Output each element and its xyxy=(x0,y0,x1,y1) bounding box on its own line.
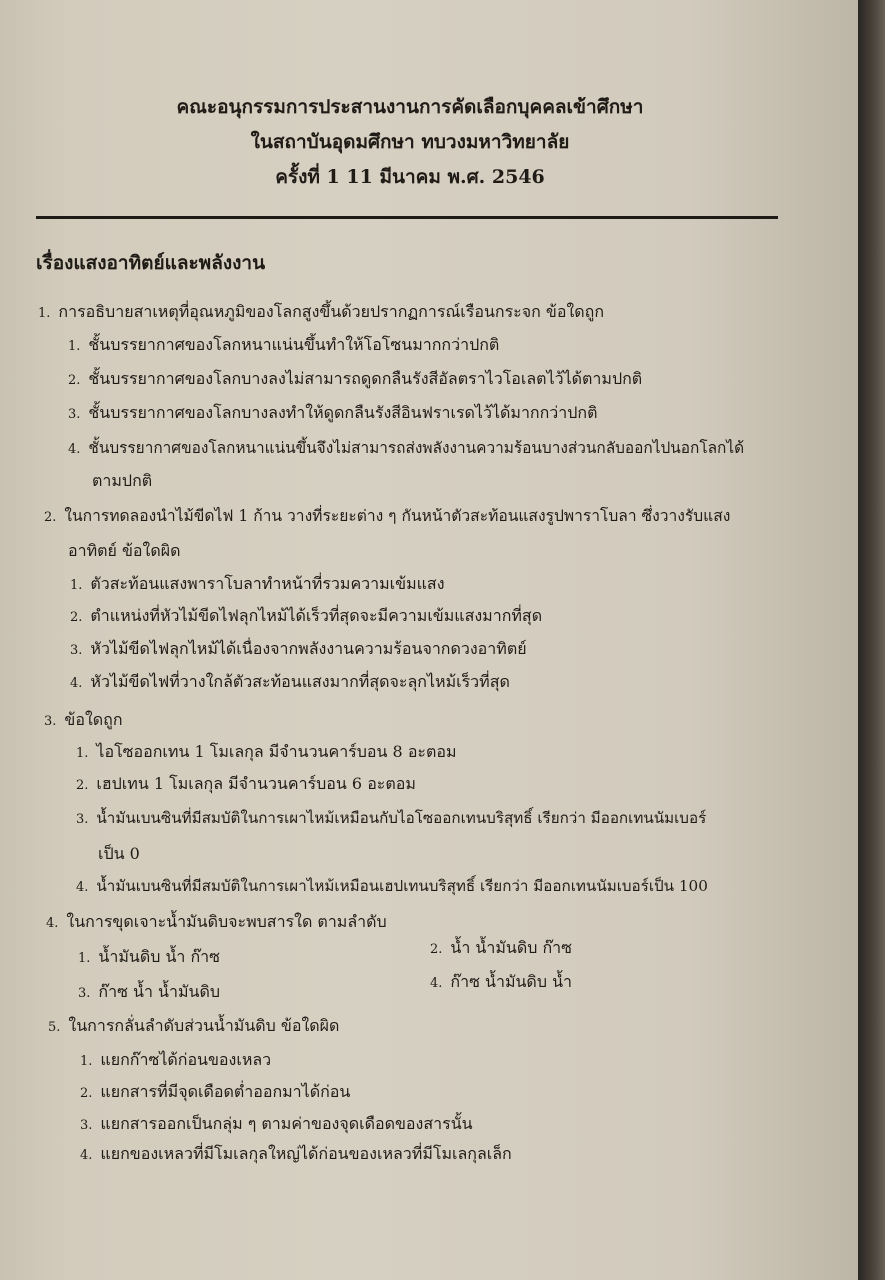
question-1 xyxy=(38,300,604,325)
q5-choice-3: 3. แยกสารออกเป็นกลุ่ม ๆ ตามค่าของจุดเดือดของสารนั้น xyxy=(80,1114,473,1133)
question-number: 5. xyxy=(48,1020,61,1035)
q2-choice-4: 4. หัวไม้ขีดไฟที่วางใกล้ตัวสะท้อนแสงมากที่สุดจะลุกไหม้เร็วที่สุด xyxy=(70,672,510,691)
question-number: 1. xyxy=(38,306,51,321)
question-text: ในการขุดเจาะน้ำมันดิบจะพบสารใด ตามลำดับ xyxy=(66,912,387,931)
q2-choice-2: 2. ตำแหน่งที่หัวไม้ขีดไฟลุกไหม้ได้เร็วที่สุดจะมีความเข้มแสงมากที่สุด xyxy=(70,606,543,625)
q1-choice-4-cont: ตามปกติ xyxy=(92,471,153,490)
question-3 xyxy=(44,708,123,733)
q3-choice-2: 2. เฮปเทน 1 โมเลกุล มีจำนวนคาร์บอน 6 อะตอม xyxy=(76,774,416,793)
q2-choice-3: 3. หัวไม้ขีดไฟลุกไหม้ได้เนื่องจากพลังงานความร้อนจากดวงอาทิตย์ xyxy=(70,639,527,658)
book-spine-edge xyxy=(858,0,885,1280)
question-number: 3. xyxy=(44,714,57,729)
header-divider xyxy=(36,216,778,219)
question-text: ข้อใดถูก xyxy=(64,710,123,729)
question-number: 2. xyxy=(44,510,57,525)
q2-choice-1: 1. ตัวสะท้อนแสงพาราโบลาทำหน้าที่รวมความเข้มแสง xyxy=(70,574,445,593)
q5-choice-4: 4. แยกของเหลวที่มีโมเลกุลใหญ่ได้ก่อนของเหลวที่มีโมเลกุลเล็ก xyxy=(80,1144,512,1163)
question-5 xyxy=(48,1014,339,1039)
q4-choice-3: 3. ก๊าซ น้ำ น้ำมันดิบ xyxy=(78,982,220,1001)
question-text: การอธิบายสาเหตุที่อุณหภูมิของโลกสูงขึ้นด้วยปรากฏการณ์เรือนกระจก ข้อใดถูก xyxy=(58,302,605,321)
q3-choice-1: 1. ไอโซออกเทน 1 โมเลกุล มีจำนวนคาร์บอน 8 อะตอม xyxy=(76,742,457,761)
question-number: 4. xyxy=(46,916,59,931)
header-committee: คณะอนุกรรมการประสานงานการคัดเลือกบุคคลเข้าศึกษา xyxy=(176,96,644,118)
q3-choice-3-cont: เป็น 0 xyxy=(98,844,140,863)
q5-choice-1: 1. แยกก๊าซได้ก่อนของเหลว xyxy=(80,1050,272,1069)
q5-choice-2: 2. แยกสารที่มีจุดเดือดต่ำออกมาได้ก่อน xyxy=(80,1082,351,1101)
q1-choice-2: 2. ชั้นบรรยากาศของโลกบางลงไม่สามารถดูดกลืนรังสีอัลตราไวโอเลตไว้ได้ตามปกติ xyxy=(68,369,643,388)
q4-choice-4: 4. ก๊าซ น้ำมันดิบ น้ำ xyxy=(430,972,572,991)
q3-choice-3: 3. น้ำมันเบนซินที่มีสมบัติในการเผาไหม้เหมือนกับไอโซออกเทนบริสุทธิ์ เรียกว่า มีออกเทนนัมเบอร์ xyxy=(76,809,707,827)
header-session-date: ครั้งที่ 1 11 มีนาคม พ.ศ. 2546 xyxy=(275,166,545,188)
q1-choice-1: 1. ชั้นบรรยากาศของโลกหนาแน่นขึ้นทำให้โอโซนมากกว่าปกติ xyxy=(68,335,500,354)
question-4 xyxy=(46,910,387,935)
question-2-cont: อาทิตย์ ข้อใดผิด xyxy=(68,541,181,560)
question-text: ในการทดลองนำไม้ขีดไฟ 1 ก้าน วางที่ระยะต่าง ๆ กันหน้าตัวสะท้อนแสงรูปพาราโบลา ซึ่งวางรับแสง xyxy=(64,507,731,525)
q3-choice-4: 4. น้ำมันเบนซินที่มีสมบัติในการเผาไหม้เหมือนเฮปเทนบริสุทธิ์ เรียกว่า มีออกเทนนัมเบอร์เป็น 100 xyxy=(76,877,708,895)
q4-choice-1: 1. น้ำมันดิบ น้ำ ก๊าซ xyxy=(78,947,220,966)
header-institution: ในสถาบันอุดมศึกษา ทบวงมหาวิทยาลัย xyxy=(250,131,570,153)
q1-choice-4: 4. ชั้นบรรยากาศของโลกหนาแน่นขึ้นจึงไม่สามารถส่งพลังงานความร้อนบางส่วนกลับออกไปนอกโลกได้ xyxy=(68,439,745,457)
question-text: ในการกลั่นลำดับส่วนน้ำมันดิบ ข้อใดผิด xyxy=(68,1016,340,1035)
question-2 xyxy=(44,503,730,528)
q1-choice-3: 3. ชั้นบรรยากาศของโลกบางลงทำให้ดูดกลืนรังสีอินฟราเรดไว้ได้มากกว่าปกติ xyxy=(68,403,598,422)
q4-choice-2: 2. น้ำ น้ำมันดิบ ก๊าซ xyxy=(430,938,572,957)
section-title: เรื่องแสงอาทิตย์และพลังงาน xyxy=(36,252,266,274)
